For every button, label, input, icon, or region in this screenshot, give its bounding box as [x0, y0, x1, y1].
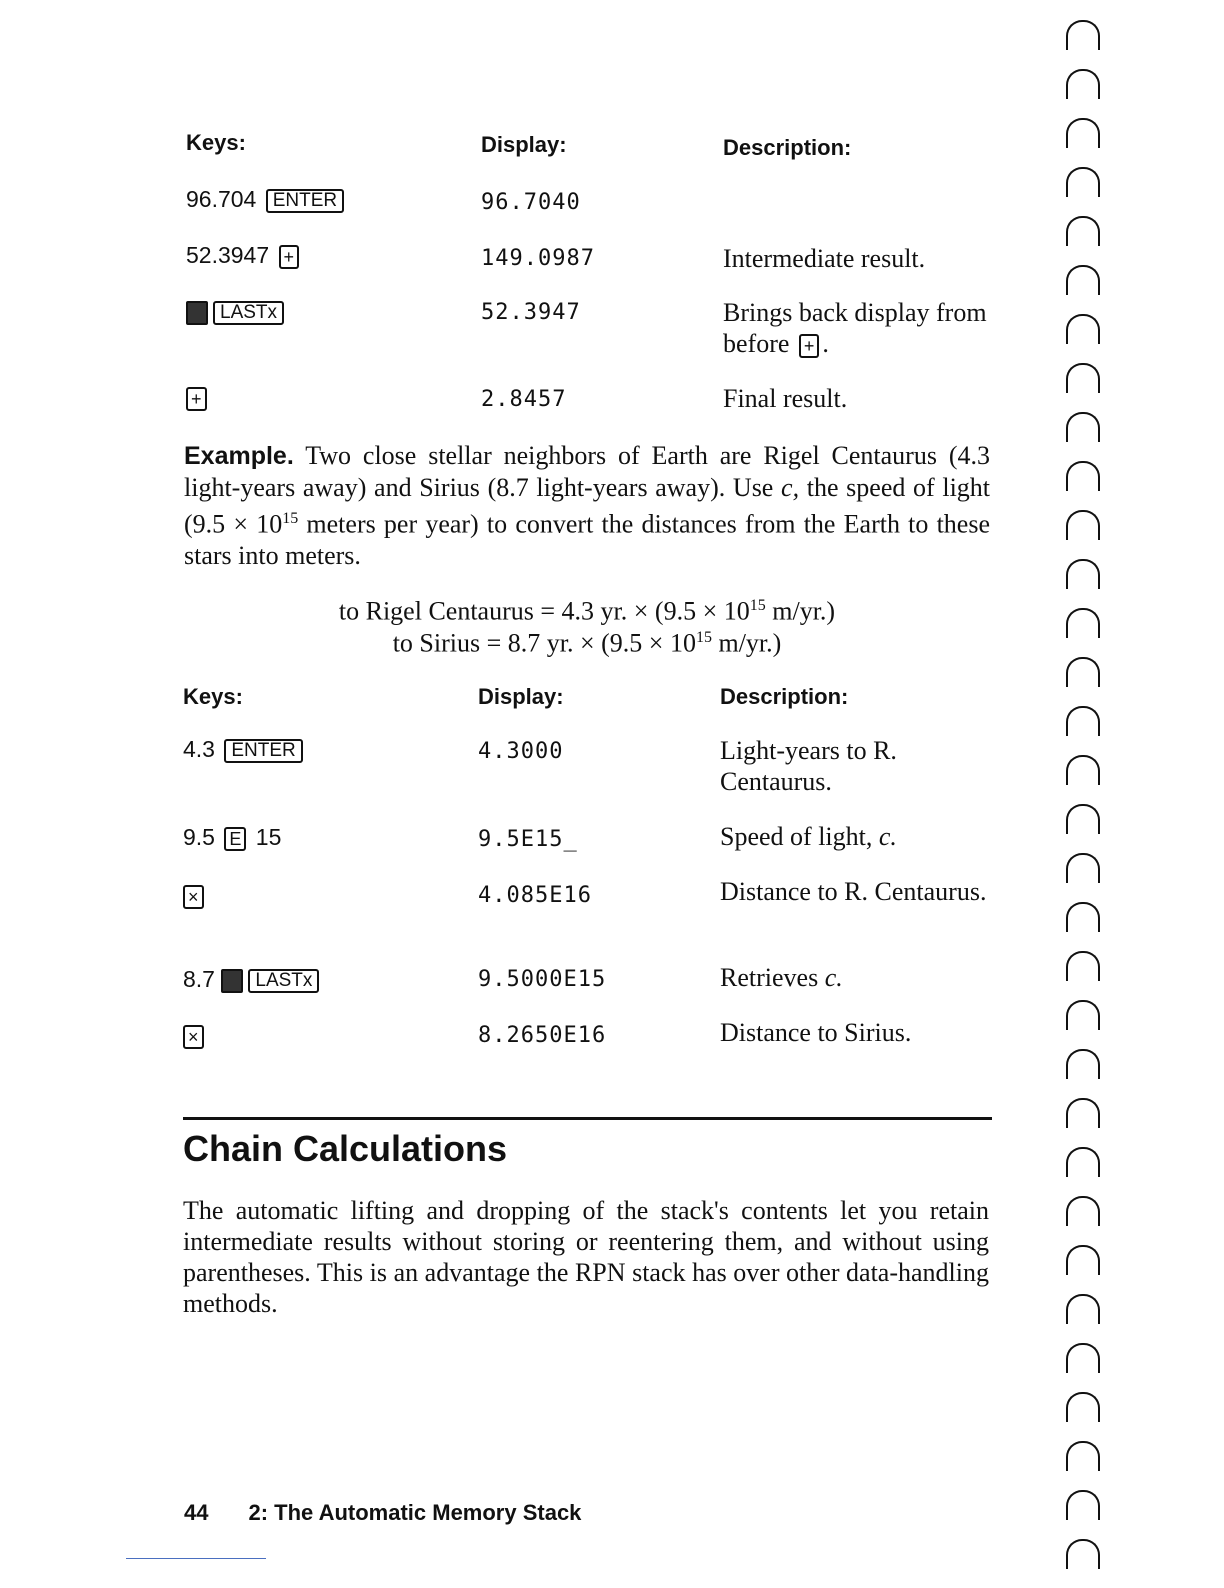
binder-ring-icon — [1066, 657, 1100, 687]
table1-row4-description: Final result. — [723, 384, 848, 413]
section-title: Chain Calculations — [183, 1128, 508, 1169]
keys-value: 52.3947 — [186, 242, 270, 268]
binder-ring-icon — [1066, 706, 1100, 736]
binder-ring-icon — [1066, 20, 1100, 50]
binder-ring-icon — [1066, 461, 1100, 491]
table2-row2-keys — [183, 824, 281, 851]
table2-description-header: Description: — [720, 684, 849, 709]
table1-row4-keys — [186, 384, 210, 411]
eq2-text: to Sirius = 8.7 yr. × (9.5 × 10 — [392, 628, 696, 658]
binder-ring-icon — [1066, 1245, 1100, 1275]
table1-row3-description: Brings back display from before + . — [723, 298, 987, 358]
page-number: 44 — [184, 1500, 209, 1525]
table1-row2-keys — [186, 242, 302, 269]
table2-row1-keys — [183, 736, 306, 763]
binder-ring-icon — [1066, 412, 1100, 442]
binder-ring-icon — [1066, 1490, 1100, 1520]
keys-value: 8.7 — [183, 966, 215, 992]
table2-row4-keys — [183, 966, 322, 993]
table2-row1-description: Light-years to R. Centaurus. — [720, 736, 897, 796]
table1-row1-keys — [186, 186, 347, 213]
keys-value: 96.704 — [186, 186, 257, 212]
table2-row4-description — [720, 962, 990, 993]
eq1-text: to Rigel Centaurus = 4.3 yr. × (9.5 × 10 — [338, 596, 750, 626]
binder-ring-icon — [1066, 1539, 1100, 1569]
table1-row2-description: Intermediate result. — [723, 244, 926, 273]
example-text-3: meters per year) to convert the distances from the Earth to these stars into meters. — [184, 509, 990, 570]
keys-suffix: 15 — [255, 824, 282, 850]
page-footer — [184, 1500, 621, 1526]
example-exponent: 15 — [282, 510, 299, 527]
eq1-exponent: 15 — [749, 597, 766, 614]
eq2-units: m/yr.) — [718, 628, 782, 658]
keys-value: 4.3 — [183, 736, 215, 762]
binder-rings — [1066, 20, 1106, 1588]
binder-ring-icon — [1066, 804, 1100, 834]
table1-row3-display: 52.3947 — [481, 300, 581, 325]
section-rule — [183, 1117, 992, 1120]
table2-row1-display: 4.3000 — [478, 739, 564, 764]
description-text: Speed of light, — [720, 822, 873, 851]
description-text: Retrieves — [720, 963, 819, 992]
binder-ring-icon — [1066, 69, 1100, 99]
table1-description-header: Description: — [723, 135, 852, 160]
example-text-2: the speed of light (9.5 × 10 — [184, 473, 991, 539]
multiply-key: × — [183, 1025, 204, 1049]
binder-ring-icon — [1066, 265, 1100, 295]
exponent-key: E — [224, 827, 246, 851]
binder-ring-icon — [1066, 1000, 1100, 1030]
binder-ring-icon — [1066, 755, 1100, 785]
binder-ring-icon — [1066, 1098, 1100, 1128]
enter-key: ENTER — [266, 189, 344, 213]
binder-ring-icon — [1066, 559, 1100, 589]
binder-ring-icon — [1066, 1196, 1100, 1226]
example-label: Example. — [184, 442, 294, 470]
binder-ring-icon — [1066, 1392, 1100, 1422]
binder-ring-icon — [1066, 510, 1100, 540]
binder-ring-icon — [1066, 1294, 1100, 1324]
table2-keys-header: Keys: — [183, 684, 243, 709]
binder-ring-icon — [1066, 167, 1100, 197]
section-paragraph: The automatic lifting and dropping of the stack's contents let you retain intermediate results without storing or reentering them, and without using parentheses. This is an advantage the RPN stack has over other data-handling methods. — [183, 1196, 989, 1318]
chapter-title: 2: The Automatic Memory Stack — [248, 1500, 582, 1525]
example-var-c: c, — [781, 473, 800, 502]
binder-ring-icon — [1066, 363, 1100, 393]
table2-row5-description: Distance to Sirius. — [720, 1018, 912, 1047]
binder-ring-icon — [1066, 1343, 1100, 1373]
binder-ring-icon — [1066, 1049, 1100, 1079]
plus-key: + — [799, 334, 820, 358]
binder-ring-icon — [1066, 118, 1100, 148]
enter-key: ENTER — [224, 739, 302, 763]
plus-key: + — [279, 245, 300, 269]
table1-row2-display: 149.0987 — [481, 246, 595, 271]
table2-row3-description: Distance to R. Centaurus. — [720, 877, 987, 906]
table2-row5-display: 8.2650E16 — [478, 1023, 607, 1048]
keys-value: 9.5 — [183, 824, 215, 850]
plus-key: + — [186, 387, 207, 411]
binder-ring-icon — [1066, 1441, 1100, 1471]
binder-ring-icon — [1066, 951, 1100, 981]
table1-row1-display: 96.7040 — [481, 190, 581, 215]
binder-ring-icon — [1066, 853, 1100, 883]
binder-ring-icon — [1066, 902, 1100, 932]
table2-row2-description — [720, 821, 990, 852]
table2-row3-keys — [183, 882, 207, 909]
table2-row3-display: 4.085E16 — [478, 883, 592, 908]
scan-mark — [126, 1558, 266, 1559]
binder-ring-icon — [1066, 314, 1100, 344]
table1-display-header: Display: — [481, 132, 567, 157]
multiply-key: × — [183, 885, 204, 909]
binder-ring-icon — [1066, 608, 1100, 638]
table1-row4-display: 2.8457 — [481, 387, 567, 412]
description-var: c. — [878, 822, 897, 851]
table1-row3-keys — [186, 298, 287, 325]
example-paragraph — [184, 440, 990, 571]
eq1-units: m/yr.) — [772, 596, 836, 626]
shift-key-icon — [186, 301, 208, 325]
equation-sirius — [184, 622, 990, 660]
eq2-exponent: 15 — [695, 629, 712, 646]
example-text-1: Two close stellar neighbors of Earth are Rigel Centaurus (4.3 light-years away) and Sirius (8.7 light-years away). Use — [184, 441, 990, 502]
table1-keys-header: Keys: — [186, 130, 246, 155]
lastx-key: LASTx — [213, 301, 284, 325]
table2-row5-keys — [183, 1022, 207, 1049]
shift-key-icon — [221, 969, 243, 993]
table2-display-header: Display: — [478, 684, 564, 709]
lastx-key: LASTx — [248, 969, 319, 993]
binder-ring-icon — [1066, 1147, 1100, 1177]
table2-row4-display: 9.5000E15 — [478, 967, 607, 992]
binder-ring-icon — [1066, 216, 1100, 246]
description-text: Brings back display from before — [723, 298, 987, 358]
table2-row2-display: 9.5E15_ — [478, 827, 578, 852]
description-var: c. — [824, 963, 843, 992]
